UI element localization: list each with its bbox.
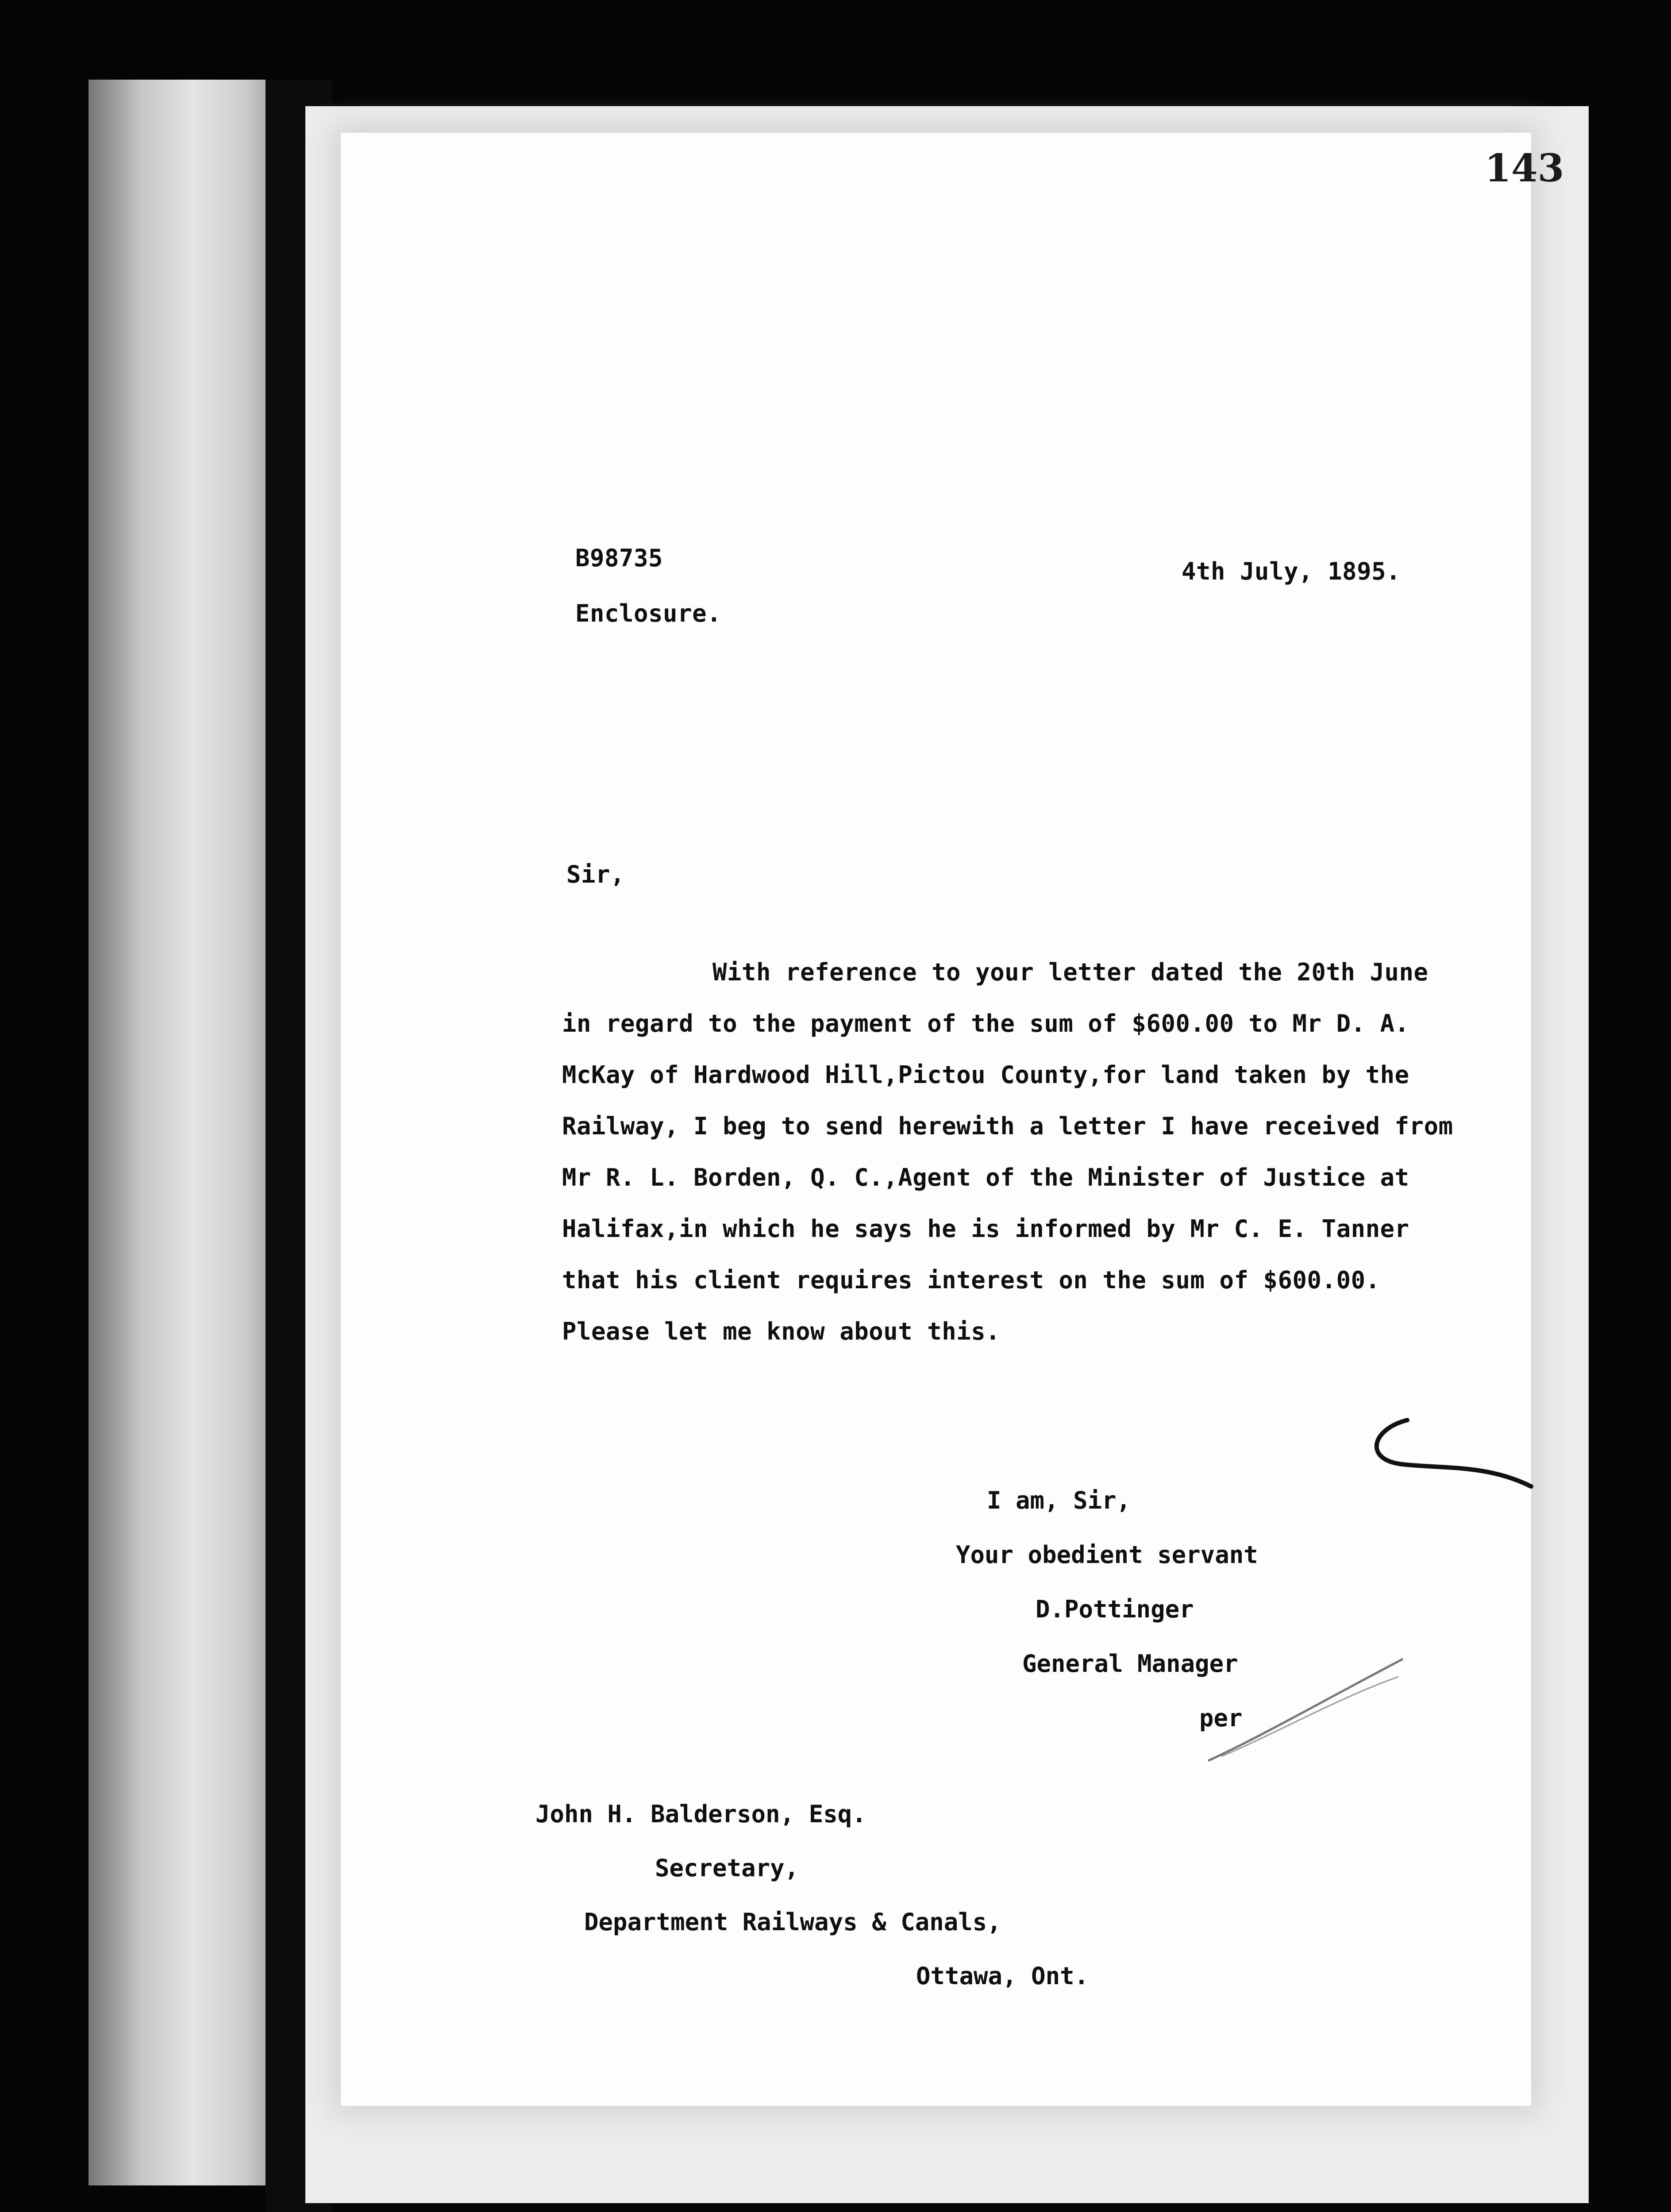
body-line: Mr R. L. Borden, Q. C.,Agent of the Minister of Justice at — [562, 1164, 1409, 1191]
addressee-line: Ottawa, Ont. — [916, 1962, 1089, 1990]
salutation: Sir, — [566, 860, 625, 888]
body-line: With reference to your letter dated the 20th June — [712, 958, 1428, 986]
body-line: McKay of Hardwood Hill,Pictou County,for land taken by the — [562, 1061, 1409, 1089]
reference-number: B98735 — [575, 544, 663, 572]
pen-mark — [1354, 1411, 1540, 1500]
addressee-line: Secretary, — [655, 1854, 799, 1882]
page-number: 143 — [1485, 146, 1564, 191]
closing-line: I am, Sir, — [987, 1486, 1131, 1514]
addressee-line: John H. Balderson, Esq. — [535, 1800, 866, 1828]
body-line: Halifax,in which he says he is informed by Mr C. E. Tanner — [562, 1215, 1409, 1243]
letter-date: 4th July, 1895. — [1182, 557, 1401, 585]
addressee-line: Department Railways & Canals, — [584, 1908, 1001, 1936]
enclosure-label: Enclosure. — [575, 599, 722, 627]
pen-stroke — [1204, 1650, 1407, 1765]
per-line: per — [1199, 1704, 1243, 1732]
body-line: that his client requires interest on the sum of $600.00. — [562, 1266, 1380, 1294]
letter-body — [562, 947, 1453, 1357]
body-line: Railway, I beg to send herewith a letter I have received from — [562, 1112, 1453, 1140]
body-line: Please let me know about this. — [562, 1317, 1001, 1345]
signer-name: D.Pottinger — [1036, 1595, 1194, 1623]
body-line: in regard to the payment of the sum of $600.00 to Mr D. A. — [562, 1010, 1409, 1037]
closing-line: Your obedient servant — [956, 1541, 1258, 1569]
addressee-block — [535, 1787, 1089, 2003]
signer-title: General Manager — [1022, 1650, 1238, 1678]
